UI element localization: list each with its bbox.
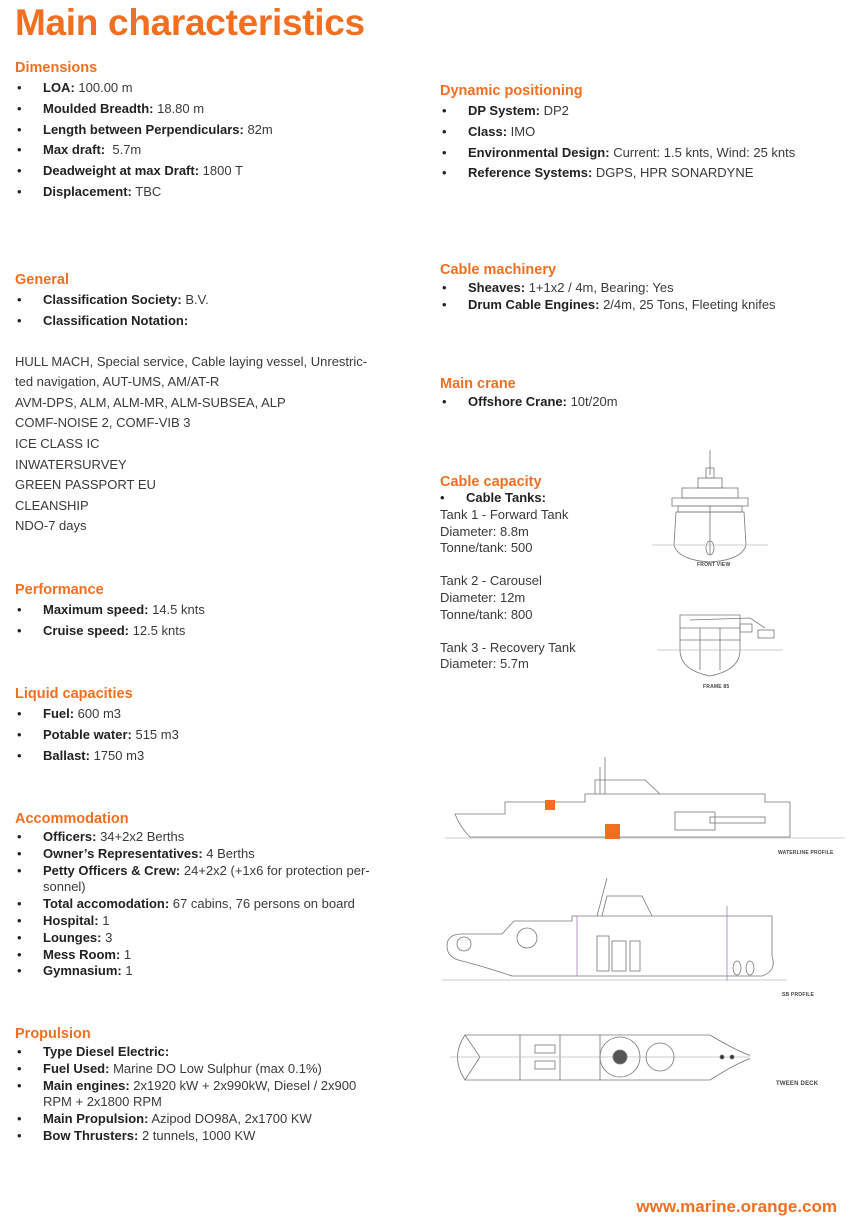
spec-label: Drum Cable Engines: bbox=[468, 296, 600, 312]
bullet-icon: • bbox=[17, 946, 22, 962]
front-view-drawing bbox=[650, 450, 770, 570]
bullet-icon: • bbox=[442, 144, 447, 160]
bullet-icon: • bbox=[17, 726, 22, 742]
section-cable-capacity bbox=[440, 474, 640, 673]
spec-item bbox=[15, 930, 425, 947]
bullet-icon: • bbox=[17, 121, 22, 137]
bullet-icon: • bbox=[17, 1044, 22, 1059]
bullet-icon: • bbox=[17, 912, 22, 928]
bullet-icon: • bbox=[442, 280, 447, 295]
spec-value: DP2 bbox=[540, 103, 569, 118]
spec-list bbox=[438, 490, 640, 507]
section-heading: Performance bbox=[15, 582, 104, 598]
spec-item bbox=[15, 621, 425, 642]
tank-name: Tank 2 - Carousel bbox=[440, 573, 542, 589]
tank-diameter: Diameter: 5.7m bbox=[440, 656, 529, 672]
spec-value: 18.80 m bbox=[153, 100, 205, 116]
section-heading: Propulsion bbox=[15, 1026, 91, 1042]
bullet-icon: • bbox=[17, 829, 22, 844]
spec-value-continued: sonnel) bbox=[43, 879, 86, 895]
spec-item bbox=[15, 746, 425, 767]
spec-item bbox=[15, 1128, 425, 1145]
spec-item bbox=[15, 896, 425, 913]
bullet-icon: • bbox=[17, 706, 22, 721]
spec-label: Fuel: bbox=[43, 706, 75, 721]
spec-list bbox=[15, 1044, 425, 1145]
bullet-icon: • bbox=[17, 163, 22, 179]
spec-label: Officers: bbox=[43, 829, 97, 844]
spec-value: 5.7m bbox=[105, 142, 142, 158]
section-main-crane bbox=[440, 376, 850, 411]
spec-item bbox=[15, 99, 425, 120]
notation-line: ICE CLASS IC bbox=[15, 435, 100, 451]
spec-label: Fuel Used: bbox=[43, 1060, 110, 1076]
bullet-icon: • bbox=[17, 747, 22, 763]
spec-label: Displacement: bbox=[43, 183, 132, 199]
spec-value: Current: 1.5 knts, Wind: 25 knts bbox=[609, 144, 796, 160]
notation-line: AVM-DPS, ALM, ALM-MR, ALM-SUBSEA, ALP bbox=[15, 394, 286, 410]
spec-item bbox=[15, 182, 425, 203]
notation-line: COMF-NOISE 2, COMF-VIB 3 bbox=[15, 415, 191, 431]
page-title: Main characteristics bbox=[15, 2, 365, 43]
spec-value: 1+1x2 / 4m, Bearing: Yes bbox=[525, 280, 674, 295]
spec-label: LOA: bbox=[43, 80, 75, 95]
spec-list bbox=[15, 290, 425, 332]
spec-list bbox=[440, 280, 850, 314]
spec-item bbox=[440, 280, 850, 297]
spec-label: Reference Systems: bbox=[468, 165, 593, 181]
website-link[interactable]: www.marine.orange.com bbox=[636, 1197, 837, 1216]
section-heading: General bbox=[15, 272, 69, 288]
bullet-icon: • bbox=[17, 183, 22, 199]
front-view-caption: FRONT VIEW bbox=[697, 562, 731, 568]
tank-diameter: Diameter: 8.8m bbox=[440, 523, 529, 539]
spec-value: 1 bbox=[120, 946, 132, 962]
spec-label: Potable water: bbox=[43, 726, 132, 742]
spec-item bbox=[440, 101, 850, 122]
spec-value: Azipod DO98A, 2x1700 KW bbox=[148, 1111, 312, 1127]
spec-item bbox=[438, 490, 640, 507]
bullet-icon: • bbox=[442, 123, 447, 139]
notation-line: ted navigation, AUT-UMS, AM/AT-R bbox=[15, 374, 220, 390]
bullet-icon: • bbox=[17, 845, 22, 861]
spec-item bbox=[15, 947, 425, 964]
sb-profile-caption: SB PROFILE bbox=[782, 992, 815, 998]
bullet-icon: • bbox=[17, 602, 22, 617]
spec-value: 1 bbox=[98, 912, 110, 928]
bullet-icon: • bbox=[17, 142, 22, 158]
spec-list bbox=[15, 704, 425, 766]
spec-item bbox=[440, 122, 850, 143]
spec-label: Hospital: bbox=[43, 912, 99, 928]
spec-value: 600 m3 bbox=[74, 706, 122, 721]
spec-value: 34+2x2 Berths bbox=[96, 829, 185, 844]
spec-item bbox=[15, 290, 425, 311]
spec-list bbox=[15, 829, 425, 980]
spec-value: 24+2x2 (+1x6 for protection per- bbox=[180, 862, 370, 878]
tank-tonnage: Tonne/tank: 500 bbox=[440, 540, 533, 556]
spec-item bbox=[15, 863, 425, 897]
spec-item bbox=[15, 913, 425, 930]
tank-name: Tank 3 - Recovery Tank bbox=[440, 639, 576, 655]
spec-value: Marine DO Low Sulphur (max 0.1%) bbox=[109, 1060, 322, 1076]
bullet-icon: • bbox=[17, 1060, 22, 1076]
spec-list bbox=[440, 394, 850, 411]
spec-value: IMO bbox=[507, 123, 536, 139]
notation-line: INWATERSURVEY bbox=[15, 456, 127, 472]
section-dimensions bbox=[15, 60, 425, 203]
spec-value: 1 bbox=[121, 963, 133, 979]
spec-label: Petty Officers & Crew: bbox=[43, 862, 181, 878]
waterline-profile-caption: WATERLINE PROFILE bbox=[778, 850, 834, 856]
spec-value: 10t/20m bbox=[566, 394, 618, 409]
spec-item bbox=[15, 140, 425, 161]
spec-label: Sheaves: bbox=[468, 280, 526, 295]
spec-label: Cable Tanks: bbox=[466, 490, 546, 505]
spec-label: Classification Notation: bbox=[43, 312, 189, 328]
section-performance bbox=[15, 582, 425, 642]
bullet-icon: • bbox=[17, 963, 22, 979]
section-dynamic-positioning bbox=[440, 83, 850, 184]
bullet-icon: • bbox=[17, 80, 22, 95]
spec-label: Main Propulsion: bbox=[43, 1111, 149, 1127]
section-general bbox=[15, 272, 425, 537]
spec-value: 12.5 knts bbox=[128, 622, 186, 638]
tween-deck-drawing bbox=[450, 1025, 750, 1100]
spec-item bbox=[15, 311, 425, 332]
spec-label: Offshore Crane: bbox=[468, 394, 567, 409]
spec-label: Gymnasium: bbox=[43, 963, 122, 979]
spec-item bbox=[15, 1061, 425, 1078]
tank-3 bbox=[440, 640, 640, 674]
tank-diameter: Diameter: 12m bbox=[440, 589, 526, 605]
spec-value: 1750 m3 bbox=[89, 747, 145, 763]
bullet-icon: • bbox=[17, 292, 22, 307]
spec-label: Type Diesel Electric: bbox=[43, 1044, 170, 1059]
section-heading: Main crane bbox=[440, 376, 516, 392]
section-liquid-capacities bbox=[15, 686, 425, 766]
spec-label: Owner’s Representatives: bbox=[43, 845, 203, 861]
bullet-icon: • bbox=[17, 312, 22, 328]
section-heading: Cable machinery bbox=[440, 262, 557, 278]
spec-item bbox=[15, 1044, 425, 1061]
spec-item bbox=[15, 963, 425, 980]
tank-1 bbox=[440, 507, 640, 557]
spec-label: Main engines: bbox=[43, 1077, 130, 1093]
bullet-icon: • bbox=[17, 622, 22, 638]
spec-label: Deadweight at max Draft: bbox=[43, 163, 200, 179]
frame-caption: FRAME 85 bbox=[703, 684, 730, 690]
spec-label: Cruise speed: bbox=[43, 622, 129, 638]
spec-value: 67 cabins, 76 persons on board bbox=[169, 896, 355, 912]
spec-item bbox=[15, 600, 425, 621]
spec-label: Environmental Design: bbox=[468, 144, 610, 160]
spec-value: 515 m3 bbox=[131, 726, 179, 742]
spec-value: TBC bbox=[131, 183, 162, 199]
notation-line: CLEANSHIP bbox=[15, 497, 89, 513]
spec-value: 100.00 m bbox=[74, 80, 133, 95]
bullet-icon: • bbox=[442, 296, 447, 312]
spec-list bbox=[15, 78, 425, 203]
spec-item bbox=[440, 143, 850, 164]
notation-line: GREEN PASSPORT EU bbox=[15, 477, 156, 493]
bullet-icon: • bbox=[442, 103, 447, 118]
section-accommodation bbox=[15, 811, 425, 980]
spec-item bbox=[15, 120, 425, 141]
spec-label: Classification Society: bbox=[43, 292, 182, 307]
spec-label: Lounges: bbox=[43, 929, 102, 945]
spec-value: 1800 T bbox=[199, 163, 243, 179]
spec-label: Maximum speed: bbox=[43, 602, 149, 617]
spec-value: 14.5 knts bbox=[148, 602, 205, 617]
spec-label: Bow Thrusters: bbox=[43, 1127, 139, 1143]
spec-list bbox=[15, 600, 425, 642]
spec-list bbox=[440, 101, 850, 184]
bullet-icon: • bbox=[17, 100, 22, 116]
bullet-icon: • bbox=[17, 862, 22, 878]
bullet-icon: • bbox=[17, 1111, 22, 1127]
tween-deck-caption: TWEEN DECK bbox=[776, 1081, 819, 1087]
spec-value: 2/4m, 25 Tons, Fleeting knifes bbox=[599, 296, 776, 312]
spec-label: Length between Perpendiculars: bbox=[43, 121, 244, 137]
notation-line: NDO-7 days bbox=[15, 518, 87, 534]
spec-value: DGPS, HPR SONARDYNE bbox=[592, 165, 754, 181]
section-heading: Dynamic positioning bbox=[440, 83, 583, 99]
spec-value: 2 tunnels, 1000 KW bbox=[138, 1127, 256, 1143]
spec-label: Total accomodation: bbox=[43, 896, 170, 912]
section-propulsion bbox=[15, 1026, 425, 1145]
spec-value: 3 bbox=[101, 929, 113, 945]
spec-item bbox=[15, 846, 425, 863]
frame-section-drawing bbox=[655, 610, 785, 680]
section-heading: Cable capacity bbox=[440, 474, 542, 490]
spec-item bbox=[15, 725, 425, 746]
tank-2 bbox=[440, 573, 640, 623]
classification-notation bbox=[15, 352, 425, 537]
bullet-icon: • bbox=[17, 929, 22, 945]
spec-label: Max draft: bbox=[43, 142, 106, 158]
spec-item bbox=[15, 78, 425, 99]
spec-value-continued: RPM + 2x1800 RPM bbox=[43, 1094, 162, 1110]
spec-item bbox=[440, 297, 850, 314]
bullet-icon: • bbox=[17, 1077, 22, 1093]
bullet-icon: • bbox=[17, 1127, 22, 1143]
spec-item bbox=[440, 394, 850, 411]
spec-value: 82m bbox=[243, 121, 273, 137]
spec-label: Class: bbox=[468, 123, 508, 139]
sb-profile-drawing bbox=[442, 876, 842, 986]
spec-item bbox=[15, 1078, 425, 1112]
spec-item bbox=[15, 161, 425, 182]
spec-value: B.V. bbox=[181, 292, 209, 307]
tank-tonnage: Tonne/tank: 800 bbox=[440, 606, 533, 622]
spec-item bbox=[15, 704, 425, 725]
tank-name: Tank 1 - Forward Tank bbox=[440, 506, 569, 522]
bullet-icon: • bbox=[17, 896, 22, 912]
spec-label: Mess Room: bbox=[43, 946, 121, 962]
section-cable-machinery bbox=[440, 262, 850, 314]
section-heading: Accommodation bbox=[15, 811, 129, 827]
spec-value: 4 Berths bbox=[202, 845, 255, 861]
spec-item bbox=[15, 829, 425, 846]
spec-label: DP System: bbox=[468, 103, 541, 118]
waterline-profile-drawing bbox=[445, 752, 845, 844]
notation-line: HULL MACH, Special service, Cable laying vessel, Unrestric- bbox=[15, 353, 368, 369]
spec-item bbox=[440, 163, 850, 184]
spec-label: Moulded Breadth: bbox=[43, 100, 154, 116]
bullet-icon: • bbox=[440, 490, 445, 505]
spec-label: Ballast: bbox=[43, 747, 90, 763]
section-heading: Dimensions bbox=[15, 60, 98, 76]
section-heading: Liquid capacities bbox=[15, 686, 133, 702]
bullet-icon: • bbox=[442, 394, 447, 409]
bullet-icon: • bbox=[442, 165, 447, 181]
spec-value: 2x1920 kW + 2x990kW, Diesel / 2x900 bbox=[129, 1077, 357, 1093]
spec-item bbox=[15, 1111, 425, 1128]
